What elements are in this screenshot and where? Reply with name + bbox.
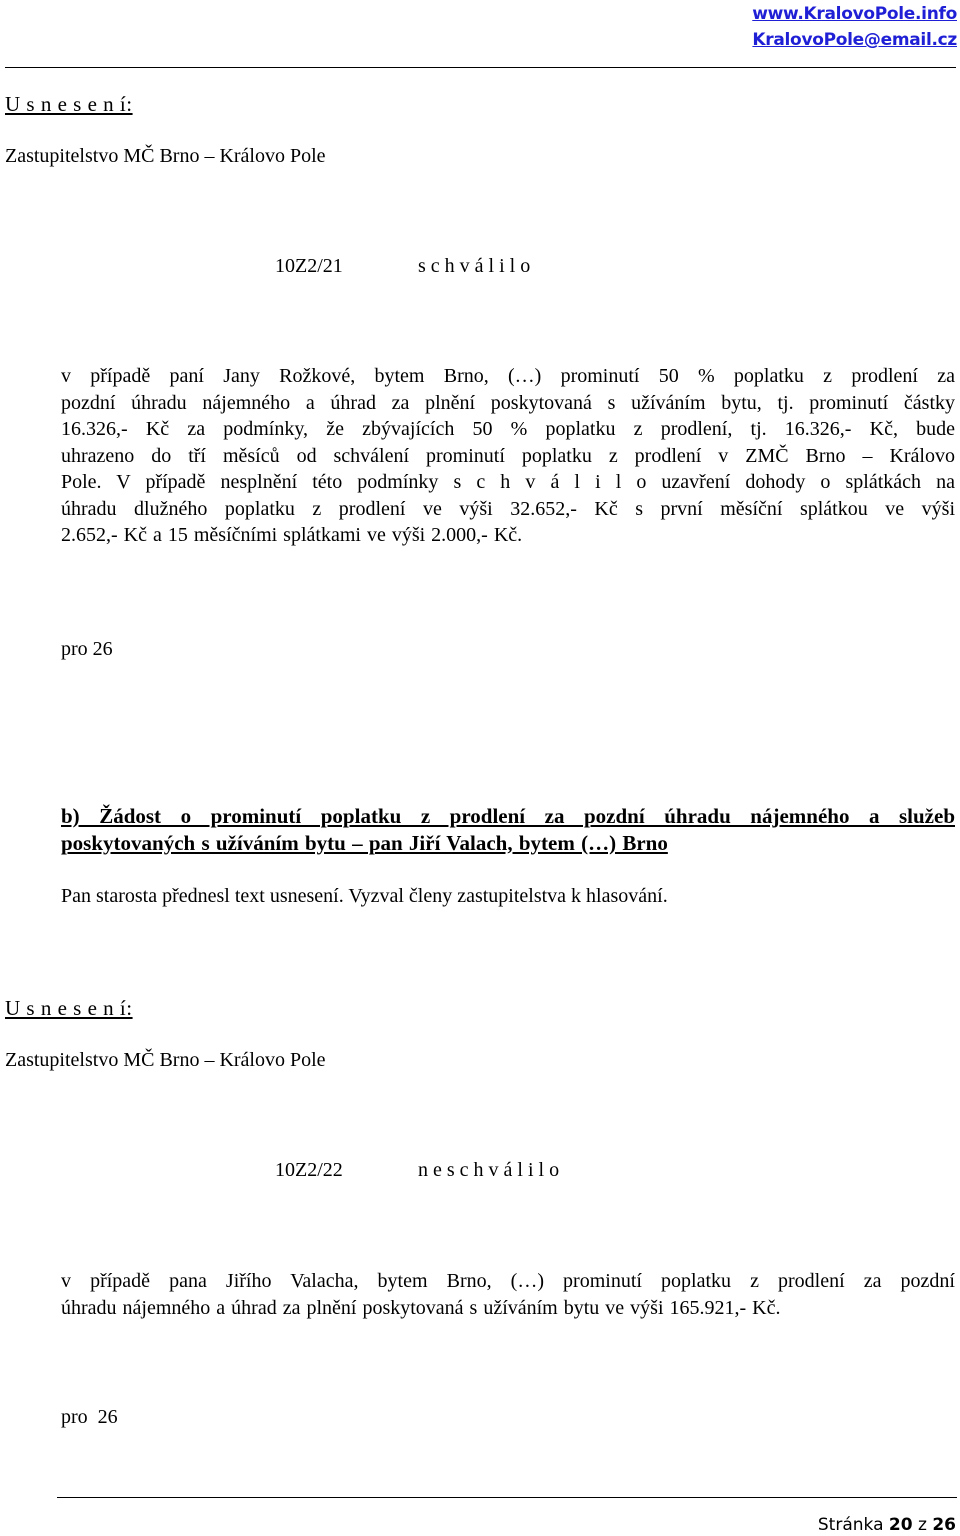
paragraph-line: pozdní úhradu nájemného a úhrad za plnění poskytovaná s užíváním bytu, tj. prominutí částky (61, 391, 955, 414)
footer-rule (57, 1497, 957, 1498)
paragraph-line: úhradu nájemného a úhrad za plnění poskytovaná s užíváním bytu ve výši 165.921,- Kč. (61, 1296, 781, 1319)
website-link[interactable]: www.KralovoPole.info (752, 4, 957, 24)
paragraph-line: v případě pana Jiřího Valacha, bytem Brno, (…) prominutí poplatku z prodlení za pozdní (61, 1270, 955, 1292)
item-title-line: b) Žádost o prominutí poplatku z prodlení za pozdní úhradu nájemného a služeb (61, 804, 955, 828)
paragraph-line: v případě paní Jany Rožkové, bytem Brno, (…) prominutí 50 % poplatku z prodlení za (61, 365, 955, 387)
vote-result: pro 26 (61, 1406, 118, 1428)
paragraph-line: 16.326,- Kč za podmínky, že zbývajících 50 % poplatku z prodlení, tj. 16.326,- Kč, bude (61, 418, 955, 440)
header-rule (5, 67, 956, 68)
vote-result: pro 26 (61, 638, 113, 660)
resolution-id: 10Z2/21 (275, 255, 343, 277)
item-title (61, 803, 955, 856)
page-label: Stránka (817, 1515, 884, 1535)
resolution-verdict: s c h v á l i l o (418, 255, 531, 277)
paragraph-line: úhradu dlužného poplatku z prodlení ve výši 32.652,- Kč s první měsíční splátkou ve výši (61, 497, 955, 520)
page-of: z (917, 1515, 927, 1535)
email-link[interactable]: KralovoPole@email.cz (752, 30, 957, 50)
resolution-heading: U s n e s e n í: (5, 92, 133, 116)
paragraph-line: Pole. V případě nesplnění této podmínky s c h v á l i l o uzavření dohody o splátkách na (61, 471, 955, 493)
resolution-heading: U s n e s e n í: (5, 996, 133, 1020)
paragraph-line: 2.652,- Kč a 15 měsíčními splátkami ve výši 2.000,- Kč. (61, 524, 523, 546)
page-total: 26 (932, 1515, 956, 1535)
resolution-paragraph (61, 1268, 955, 1321)
resolution-verdict: n e s c h v á l i l o (418, 1159, 560, 1181)
resolution-paragraph (61, 363, 955, 549)
council-name: Zastupitelstvo MČ Brno – Královo Pole (5, 1049, 326, 1071)
paragraph-line: uhrazeno do tří měsíců od schválení prominutí poplatku z prodlení v ZMČ Brno – Královo (61, 444, 955, 467)
item-title-line: poskytovaných s užíváním bytu – pan Jiří Valach, bytem (…) Brno (61, 830, 668, 855)
item-intro: Pan starosta přednesl text usnesení. Vyzval členy zastupitelstva k hlasování. (61, 885, 668, 907)
resolution-id: 10Z2/22 (275, 1159, 343, 1181)
council-name: Zastupitelstvo MČ Brno – Královo Pole (5, 145, 326, 167)
page-current: 20 (888, 1515, 913, 1535)
page-number (818, 1515, 956, 1535)
